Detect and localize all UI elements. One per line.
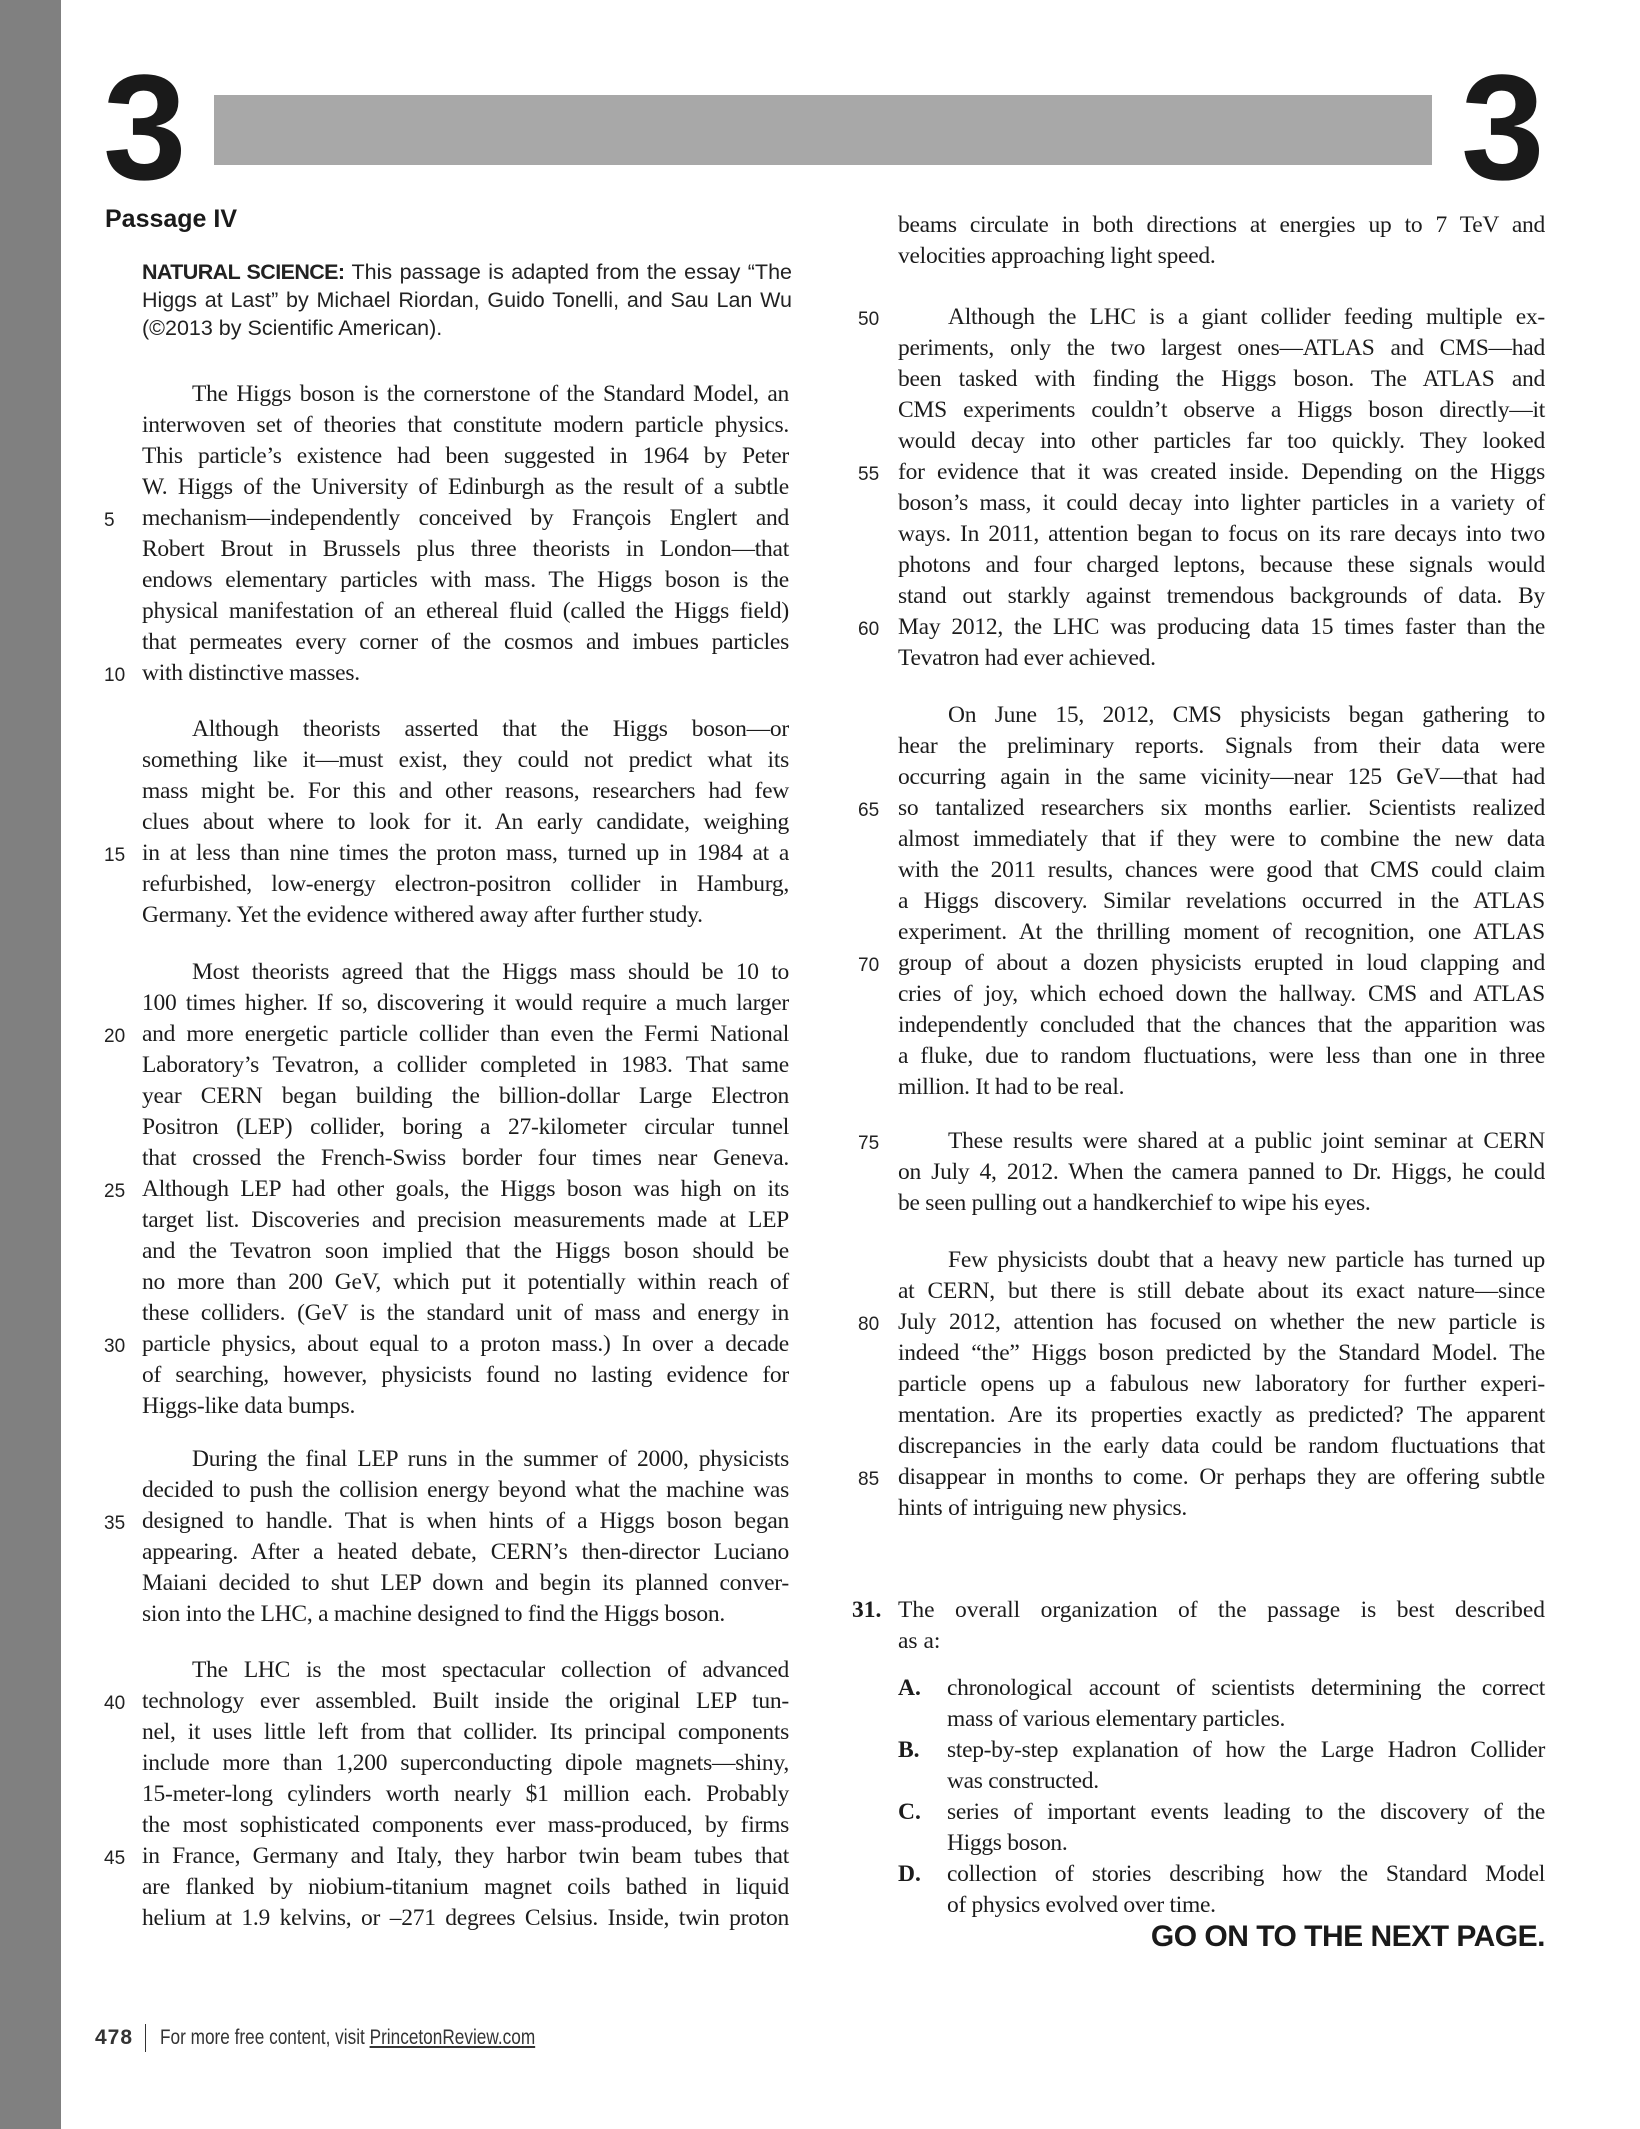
passage-line: velocities approaching light speed. — [898, 243, 1216, 269]
passage-line: designed to handle. That is when hints of a Higgs boson began 35 — [142, 1506, 789, 1537]
passage-line: 15-meter-long cylinders worth nearly $1 million each. Probably — [142, 1781, 789, 1807]
passage-line: indeed “the” Higgs boson predicted by the Standard Model. The — [898, 1340, 1545, 1366]
passage-paragraph — [858, 302, 1545, 674]
passage-line: something like it—must exist, they could not predict what its — [142, 747, 789, 773]
passage-line: experiment. At the thrilling moment of recognition, one ATLAS — [898, 919, 1545, 945]
passage-paragraph — [104, 379, 789, 689]
passage-line: for evidence that it was created inside. Depending on the Higgs 55 — [898, 457, 1545, 488]
passage-line: July 2012, attention has focused on whether the new particle is 80 — [898, 1307, 1545, 1338]
passage-line: million. It had to be real. — [898, 1074, 1125, 1100]
passage-line: be seen pulling out a handkerchief to wipe his eyes. — [898, 1190, 1371, 1216]
passage-line: appearing. After a heated debate, CERN’s then-director Luciano — [142, 1539, 789, 1565]
passage-line: no more than 200 GeV, which put it potentially within reach of — [142, 1269, 789, 1295]
passage-line: 100 times higher. If so, discovering it would require a much larger — [142, 990, 789, 1016]
passage-line: target list. Discoveries and precision measurements made at LEP — [142, 1207, 789, 1233]
question-stem-line: The overall organization of the passage is best described — [898, 1597, 1545, 1623]
passage-line: and the Tevatron soon implied that the Higgs boson should be — [142, 1238, 789, 1264]
passage-line: beams circulate in both directions at energies up to 7 TeV and — [898, 212, 1545, 238]
passage-line: independently concluded that the chances that the apparition was — [898, 1012, 1545, 1038]
passage-line: Although the LHC is a giant collider feeding multiple ex- 50 — [898, 302, 1545, 333]
passage-right-column — [858, 210, 1545, 1570]
line-number: 60 — [858, 619, 880, 640]
passage-line: Laboratory’s Tevatron, a collider completed in 1983. That same — [142, 1052, 789, 1078]
question-stem-line: as a: — [898, 1628, 941, 1654]
passage-line: ways. In 2011, attention began to focus on its rare decays into two — [898, 521, 1545, 547]
line-number: 5 — [104, 510, 115, 531]
choice-letter: D. — [898, 1861, 921, 1887]
passage-paragraph — [858, 1245, 1545, 1524]
passage-line: Most theorists agreed that the Higgs mass should be 10 to — [192, 959, 789, 985]
passage-line: so tantalized researchers six months earlier. Scientists realized 65 — [898, 793, 1545, 824]
line-number: 55 — [858, 464, 880, 485]
passage-line: with distinctive masses. 10 — [142, 658, 789, 689]
passage-line: May 2012, the LHC was producing data 15 times faster than the 60 — [898, 612, 1545, 643]
choice-b[interactable] — [898, 1735, 1545, 1797]
line-number: 45 — [104, 1848, 126, 1869]
choice-a[interactable] — [898, 1673, 1545, 1735]
passage-line: During the final LEP runs in the summer of 2000, physicists — [192, 1446, 789, 1472]
passage-line: particle physics, about equal to a proton mass.) In over a decade 30 — [142, 1329, 789, 1360]
line-number: 80 — [858, 1314, 880, 1335]
choice-c[interactable] — [898, 1797, 1545, 1859]
passage-line: on July 4, 2012. When the camera panned to Dr. Higgs, he could — [898, 1159, 1545, 1185]
passage-line: been tasked with finding the Higgs boson. The ATLAS and — [898, 366, 1545, 392]
passage-paragraph — [858, 700, 1545, 1103]
passage-line: On June 15, 2012, CMS physicists began gathering to — [948, 702, 1545, 728]
passage-line: at CERN, but there is still debate about its exact nature—since — [898, 1278, 1545, 1304]
intro-line: NATURAL SCIENCE: This passage is adapted from the essay “The — [142, 260, 792, 284]
page-number: 478 — [95, 2026, 134, 2049]
line-number: 30 — [104, 1336, 126, 1357]
passage-line: endows elementary particles with mass. The Higgs boson is the — [142, 567, 789, 593]
passage-line: Although LEP had other goals, the Higgs boson was high on its 25 — [142, 1174, 789, 1205]
question-number: 31. — [852, 1597, 882, 1623]
passage-line: CMS experiments couldn’t observe a Higgs boson directly—it — [898, 397, 1545, 423]
passage-line: boson’s mass, it could decay into lighter particles in a variety of — [898, 490, 1545, 516]
answer-choices — [898, 1673, 1545, 1921]
intro-label: NATURAL SCIENCE: — [142, 260, 345, 284]
passage-line: include more than 1,200 superconducting dipole magnets—shiny, — [142, 1750, 789, 1776]
choice-d[interactable] — [898, 1859, 1545, 1921]
passage-line: Maiani decided to shut LEP down and begin its planned conver- — [142, 1570, 789, 1596]
passage-title: Passage IV — [105, 205, 238, 233]
passage-line: would decay into other particles far too quickly. They looked — [898, 428, 1545, 454]
line-number: 65 — [858, 800, 880, 821]
passage-line: Positron (LEP) collider, boring a 27-kilometer circular tunnel — [142, 1114, 789, 1140]
passage-line: Few physicists doubt that a heavy new particle has turned up — [948, 1247, 1545, 1273]
line-number: 50 — [858, 309, 880, 330]
passage-line: These results were shared at a public joint seminar at CERN 75 — [898, 1126, 1545, 1157]
passage-paragraph — [104, 714, 789, 931]
passage-line: physical manifestation of an ethereal fluid (called the Higgs field) — [142, 598, 789, 624]
passage-line: This particle’s existence had been suggested in 1964 by Peter — [142, 443, 789, 469]
passage-line: occurring again in the same vicinity—near 125 GeV—that had — [898, 764, 1545, 790]
passage-line: Higgs-like data bumps. — [142, 1393, 356, 1419]
line-number: 10 — [104, 665, 126, 686]
passage-line: disappear in months to come. Or perhaps they are offering subtle 85 — [898, 1462, 1545, 1493]
passage-line: a Higgs discovery. Similar revelations occurred in the ATLAS — [898, 888, 1545, 914]
passage-line: W. Higgs of the University of Edinburgh as the result of a subtle — [142, 474, 789, 500]
passage-line: hear the preliminary reports. Signals from their data were — [898, 733, 1545, 759]
passage-line: cries of joy, which echoed down the hallway. CMS and ATLAS — [898, 981, 1545, 1007]
passage-line: interwoven set of theories that constitute modern particle physics. — [142, 412, 789, 438]
choice-text: collection of stories describing how the Standard Model of physics evolved over time. — [947, 1861, 1545, 1918]
passage-line: clues about where to look for it. An early candidate, weighing — [142, 809, 789, 835]
passage-line: technology ever assembled. Built inside the original LEP tun- 40 — [142, 1686, 789, 1717]
footer-divider — [145, 2024, 146, 2052]
page-footer — [95, 2024, 618, 2052]
line-number: 25 — [104, 1181, 126, 1202]
go-on-next-page: GO ON TO THE NEXT PAGE. — [1150, 1920, 1545, 1953]
passage-line: year CERN began building the billion-dollar Large Electron — [142, 1083, 789, 1109]
passage-line: periments, only the two largest ones—ATLAS and CMS—had — [898, 335, 1545, 361]
passage-line: Although theorists asserted that the Higgs boson—or — [192, 716, 789, 742]
line-number: 75 — [858, 1133, 880, 1154]
passage-line: stand out starkly against tremendous backgrounds of data. By — [898, 583, 1545, 609]
passage-paragraph — [898, 210, 1545, 272]
passage-intro — [142, 258, 792, 342]
choice-text: chronological account of scientists determining the correct mass of various elementary particles. — [947, 1675, 1545, 1732]
line-number: 15 — [104, 845, 126, 866]
section-number-right: 3 — [1461, 43, 1545, 211]
question-stem — [898, 1595, 1545, 1657]
passage-left-column — [104, 379, 789, 1939]
passage-line: helium at 1.9 kelvins, or –271 degrees Celsius. Inside, twin proton — [142, 1905, 789, 1931]
side-bar — [0, 0, 61, 2129]
princeton-review-link[interactable]: PrincetonReview.com — [369, 2026, 536, 2049]
passage-line: The Higgs boson is the cornerstone of the Standard Model, an — [192, 381, 789, 407]
passage-line: Robert Brout in Brussels plus three theorists in London—that — [142, 536, 789, 562]
intro-line: Higgs at Last” by Michael Riordan, Guido Tonelli, and Sau Lan Wu — [142, 288, 792, 312]
choice-text: step-by-step explanation of how the Large Hadron Collider was constructed. — [947, 1737, 1545, 1794]
choice-letter: A. — [898, 1675, 921, 1701]
passage-line: these colliders. (GeV is the standard unit of mass and energy in — [142, 1300, 789, 1326]
passage-line: mechanism—independently conceived by François Englert and 5 — [142, 503, 789, 534]
line-number: 40 — [104, 1693, 126, 1714]
passage-paragraph — [104, 1655, 789, 1934]
passage-line: almost immediately that if they were to combine the new data — [898, 826, 1545, 852]
passage-paragraph — [858, 1126, 1545, 1219]
line-number: 35 — [104, 1513, 126, 1534]
passage-line: with the 2011 results, chances were good that CMS could claim — [898, 857, 1545, 883]
passage-line: are flanked by niobium-titanium magnet coils bathed in liquid — [142, 1874, 789, 1900]
header-bar — [214, 95, 1432, 165]
line-number: 70 — [858, 955, 880, 976]
passage-line: that crossed the French-Swiss border four times near Geneva. — [142, 1145, 789, 1171]
passage-line: in France, Germany and Italy, they harbor twin beam tubes that 45 — [142, 1841, 789, 1872]
passage-line: refurbished, low-energy electron-positron collider in Hamburg, — [142, 871, 789, 897]
passage-paragraph — [104, 957, 789, 1422]
passage-line: mentation. Are its properties exactly as predicted? The apparent — [898, 1402, 1545, 1428]
passage-line: in at less than nine times the proton mass, turned up in 1984 at a 15 — [142, 838, 789, 869]
passage-line: group of about a dozen physicists erupted in loud clapping and 70 — [898, 948, 1545, 979]
passage-line: sion into the LHC, a machine designed to find the Higgs boson. — [142, 1601, 726, 1627]
passage-line: mass might be. For this and other reasons, researchers had few — [142, 778, 789, 804]
passage-line: Tevatron had ever achieved. — [898, 645, 1156, 671]
choice-letter: C. — [898, 1799, 921, 1825]
passage-paragraph — [104, 1444, 789, 1630]
passage-line: hints of intriguing new physics. — [898, 1495, 1187, 1521]
choice-letter: B. — [898, 1737, 920, 1763]
passage-line: Germany. Yet the evidence withered away after further study. — [142, 902, 703, 928]
passage-line: The LHC is the most spectacular collection of advanced — [192, 1657, 789, 1683]
passage-line: and more energetic particle collider than even the Fermi National 20 — [142, 1019, 789, 1050]
intro-line: (©2013 by Scientific American). — [142, 316, 443, 340]
line-number: 20 — [104, 1026, 126, 1047]
section-number-left: 3 — [103, 43, 187, 211]
footer-text: For more free content, visit PrincetonReview.com — [160, 2026, 536, 2049]
passage-line: a fluke, due to random fluctuations, were less than one in three — [898, 1043, 1545, 1069]
passage-line: decided to push the collision energy beyond what the machine was — [142, 1477, 789, 1503]
passage-line: that permeates every corner of the cosmos and imbues particles — [142, 629, 789, 655]
line-number: 85 — [858, 1469, 880, 1490]
passage-line: the most sophisticated components ever mass-produced, by firms — [142, 1812, 789, 1838]
passage-line: photons and four charged leptons, because these signals would — [898, 552, 1545, 578]
passage-line: discrepancies in the early data could be random fluctuations that — [898, 1433, 1545, 1459]
choice-text: series of important events leading to the discovery of the Higgs boson. — [947, 1799, 1545, 1856]
passage-line: particle opens up a fabulous new laboratory for further experi- — [898, 1371, 1545, 1397]
passage-line: of searching, however, physicists found no lasting evidence for — [142, 1362, 789, 1388]
passage-line: nel, it uses little left from that collider. Its principal components — [142, 1719, 789, 1745]
